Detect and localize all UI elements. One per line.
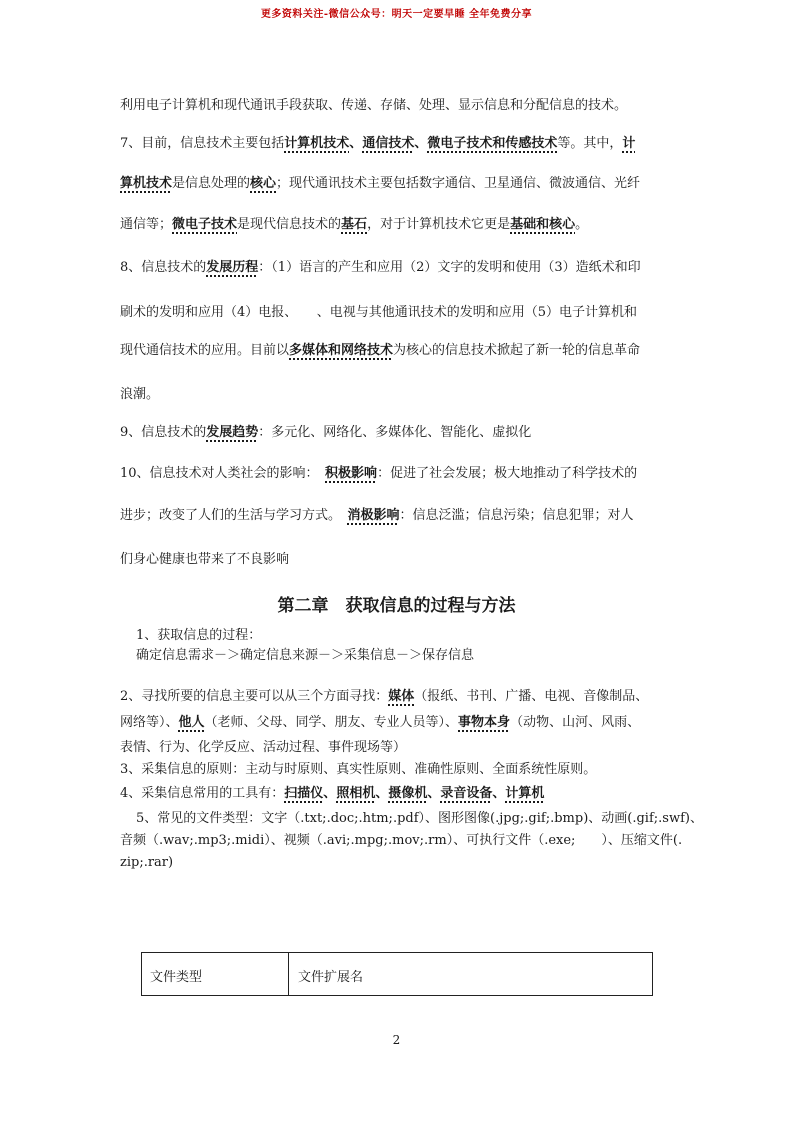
- table-column-divider: [288, 953, 289, 995]
- text-line: 表情、行为、化学反应、活动过程、事件现场等）: [120, 740, 407, 755]
- text-line: 5、常见的文件类型：文字（.txt;.doc;.htm;.pdf）、图形图像(.jpg;.gif;.bmp)、动画(.gif;.swf)、: [136, 811, 703, 826]
- text-line: 进步；改变了人们的生活与学习方式。 消极影响：信息泛滥；信息污染；信息犯罪；对人: [120, 508, 634, 523]
- table-header-file-extension: 文件扩展名: [298, 970, 364, 985]
- text-line: 通信等；微电子技术是现代信息技术的基石，对于计算机技术它更是基础和核心。: [120, 217, 589, 232]
- text-line: 9、信息技术的发展趋势：多元化、网络化、多媒体化、智能化、虚拟化: [120, 425, 532, 440]
- file-type-table: [141, 952, 653, 996]
- text-line: 4、采集信息常用的工具有：扫描仪、照相机、摄像机、录音设备、计算机: [120, 786, 545, 801]
- text-line: 网络等）、他人（老师、父母、同学、朋友、专业人员等）、事物本身（动物、山河、风雨、: [120, 715, 641, 730]
- text-line: 8、信息技术的发展历程：（1）语言的产生和应用（2）文字的发明和使用（3）造纸术和印: [120, 260, 641, 275]
- text-line: 现代通信技术的应用。目前以多媒体和网络技术为核心的信息技术掀起了新一轮的信息革命: [120, 343, 641, 358]
- page-number: 2: [392, 1033, 401, 1047]
- text-line: 7、目前，信息技术主要包括计算机技术、通信技术、微电子技术和传感技术等。其中，计: [120, 136, 636, 151]
- text-line: 1、获取信息的过程：: [136, 628, 262, 643]
- text-line: zip;.rar): [120, 855, 174, 870]
- text-line: 确定信息需求－＞确定信息来源－＞采集信息－＞保存信息: [136, 648, 475, 663]
- table-header-file-type: 文件类型: [150, 970, 203, 985]
- text-line: 10、信息技术对人类社会的影响： 积极影响：促进了社会发展；极大地推动了科学技术的: [120, 466, 638, 481]
- text-line: 算机技术是信息处理的核心；现代通讯技术主要包括数字通信、卫星通信、微波通信、光纤: [120, 176, 641, 191]
- text-line: 利用电子计算机和现代通讯手段获取、传递、存储、处理、显示信息和分配信息的技术。: [120, 98, 628, 113]
- text-line: 音频（.wav;.mp3;.midi）、视频（.avi;.mpg;.mov;.rm）、可执行文件（.exe; ）、压缩文件(.: [120, 833, 683, 848]
- text-line: 2、寻找所要的信息主要可以从三个方面寻找：媒体（报纸、书刊、广播、电视、音像制品、: [120, 689, 649, 704]
- chapter-title: 第二章 获取信息的过程与方法: [277, 596, 516, 616]
- text-line: 浪潮。: [120, 387, 160, 402]
- text-line: 刷术的发明和应用（4）电报、 、电视与其他通讯技术的发明和应用（5）电子计算机和: [120, 305, 638, 320]
- text-line: 3、采集信息的原则：主动与时原则、真实性原则、准确性原则、全面系统性原则。: [120, 762, 597, 777]
- page-header: 更多资料关注-微信公众号：明天一定要早睡 全年免费分享: [260, 9, 533, 20]
- text-line: 们身心健康也带来了不良影响: [120, 552, 290, 567]
